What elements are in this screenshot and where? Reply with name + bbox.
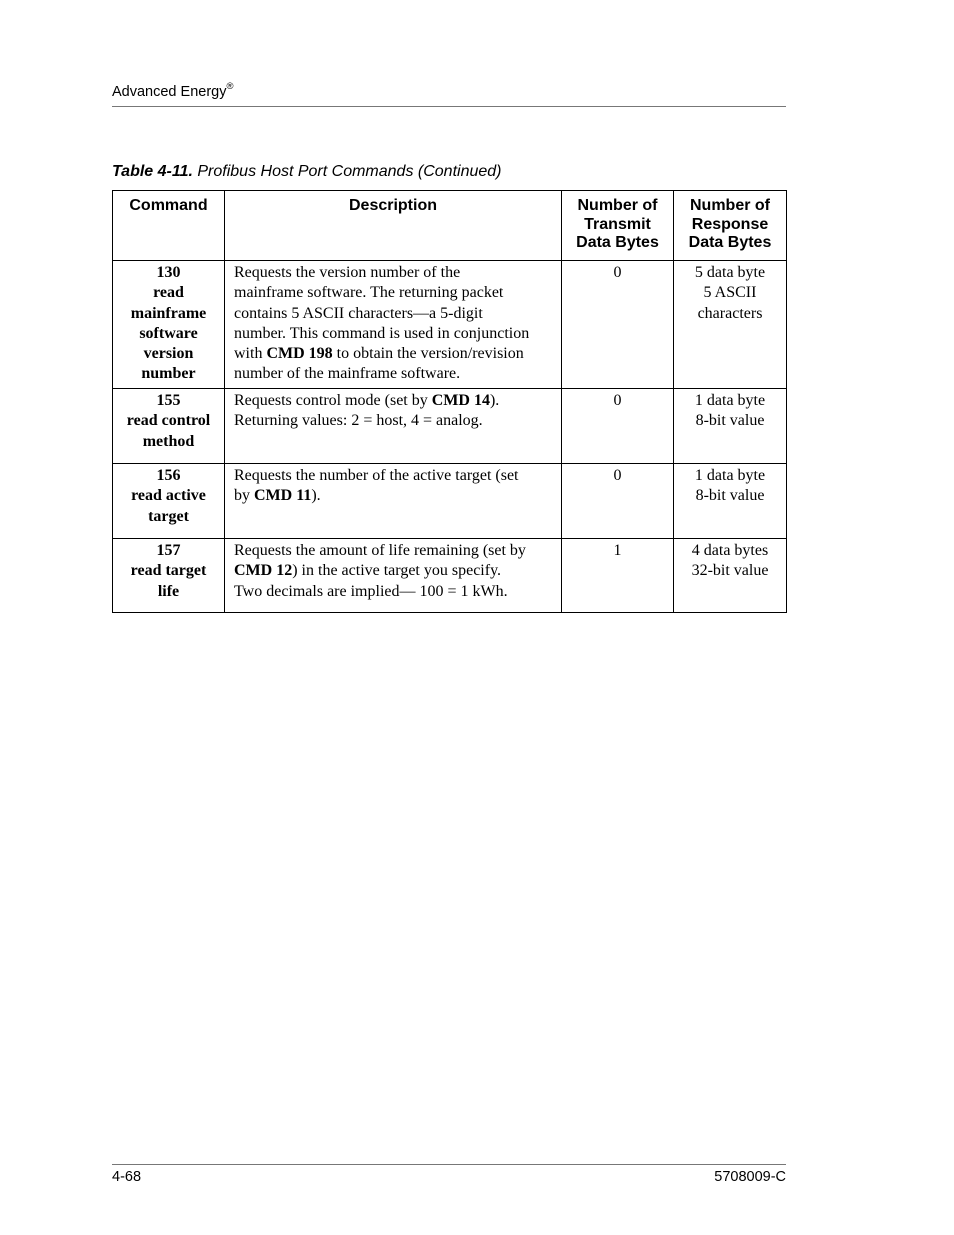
table-row [113,464,787,539]
description-text: contains 5 ASCII characters—a 5-digit [234,304,483,322]
response-bytes-cell [674,539,787,613]
command-reference: CMD 14 [431,392,490,409]
command-name-line: software [139,324,198,342]
command-reference: CMD 12 [234,562,293,580]
transmit-bytes-cell: 0 [562,464,674,539]
column-header-response-bytes [674,191,787,261]
response-line: 1 data byte [694,467,766,484]
response-bytes-cell [674,464,787,539]
page-header [112,82,786,100]
command-name-line: version [143,345,194,363]
description-text: Requests the number of the active target (set [234,467,519,484]
description-text: ). [311,487,321,505]
description-text: number of the mainframe software. [234,365,461,383]
description-cell [225,464,562,539]
response-line: 4 data bytes [691,542,769,559]
table-row [113,261,787,389]
command-number: 155 [156,392,181,409]
description-line [234,283,561,303]
column-header-response-bytes-label: Number of Response Data Bytes [688,197,772,251]
column-header-command: Command [113,191,225,261]
description-text: with [234,345,267,363]
description-text: Requests the amount of life remaining (set by [234,542,526,559]
command-number: 130 [156,264,181,281]
response-bytes-cell [674,261,787,389]
command-name-line: mainframe [130,304,207,322]
footer-divider [112,1164,786,1165]
response-line: 5 ASCII [703,284,757,302]
transmit-bytes-cell: 0 [562,261,674,389]
command-number: 156 [156,467,181,484]
response-bytes-cell [674,389,787,464]
command-cell [113,539,225,613]
command-name-line: read [153,284,184,302]
response-line: 8-bit value [695,487,765,505]
description-line [234,582,561,602]
table-body [113,261,787,613]
column-header-transmit-bytes-label: Number of Transmit Data Bytes [576,197,659,251]
command-number: 157 [156,542,181,559]
transmit-bytes-cell: 0 [562,389,674,464]
column-header-description: Description [225,191,562,261]
table-caption-number: Table 4-11. [112,163,193,180]
description-line [234,411,561,431]
description-text: by [234,487,254,505]
header-brand: Advanced Energy [112,83,227,100]
description-line [234,263,561,283]
description-cell [225,261,562,389]
description-text: ). [489,392,500,409]
description-line [234,561,561,581]
table-caption [112,163,502,181]
description-line [234,541,561,561]
commands-table [112,190,787,613]
description-text: ) in the active target you specify. [292,562,502,580]
registered-mark: ® [226,81,234,92]
description-line [234,486,561,506]
command-cell [113,261,225,389]
command-name-line: number [141,365,196,383]
description-line [234,466,561,486]
command-name-line: target [148,507,189,525]
description-text: to obtain the version/revision [332,345,524,363]
description-cell [225,539,562,613]
description-text: Requests control mode (set by [234,392,432,409]
table-header-row [113,191,787,261]
description-text: number. This command is used in conjunction [234,324,530,342]
command-cell [113,389,225,464]
table-row [113,539,787,613]
page-number: 4-68 [112,1169,142,1185]
command-reference: CMD 198 [266,345,333,363]
table-caption-text: Profibus Host Port Commands (Continued) [197,163,502,180]
command-cell [113,464,225,539]
response-line: 1 data byte [694,392,766,409]
description-line [234,324,561,344]
table-row [113,389,787,464]
description-cell [225,389,562,464]
response-line: 5 data byte [694,264,766,281]
transmit-bytes-cell: 1 [562,539,674,613]
command-name-line: life [157,582,180,600]
header-divider [112,106,786,107]
description-line [234,364,561,384]
description-text: Returning values: 2 = host, 4 = analog. [234,412,483,430]
description-line [234,344,561,364]
command-name-line: read active [131,487,206,505]
description-text: mainframe software. The returning packet [234,284,504,302]
description-line [234,304,561,324]
response-line: 32-bit value [691,562,769,580]
command-reference: CMD 11 [254,487,312,505]
description-line [234,391,561,411]
command-name-line: read target [130,562,207,580]
command-name-line: method [142,432,195,450]
response-line: characters [697,304,763,322]
document-number: 5708009-C [714,1169,786,1185]
description-text: Two decimals are implied— 100 = 1 kWh. [234,582,508,600]
response-line: 8-bit value [695,412,765,430]
command-name-line: read control [126,412,211,430]
description-text: Requests the version number of the [234,264,461,281]
column-header-transmit-bytes [562,191,674,261]
